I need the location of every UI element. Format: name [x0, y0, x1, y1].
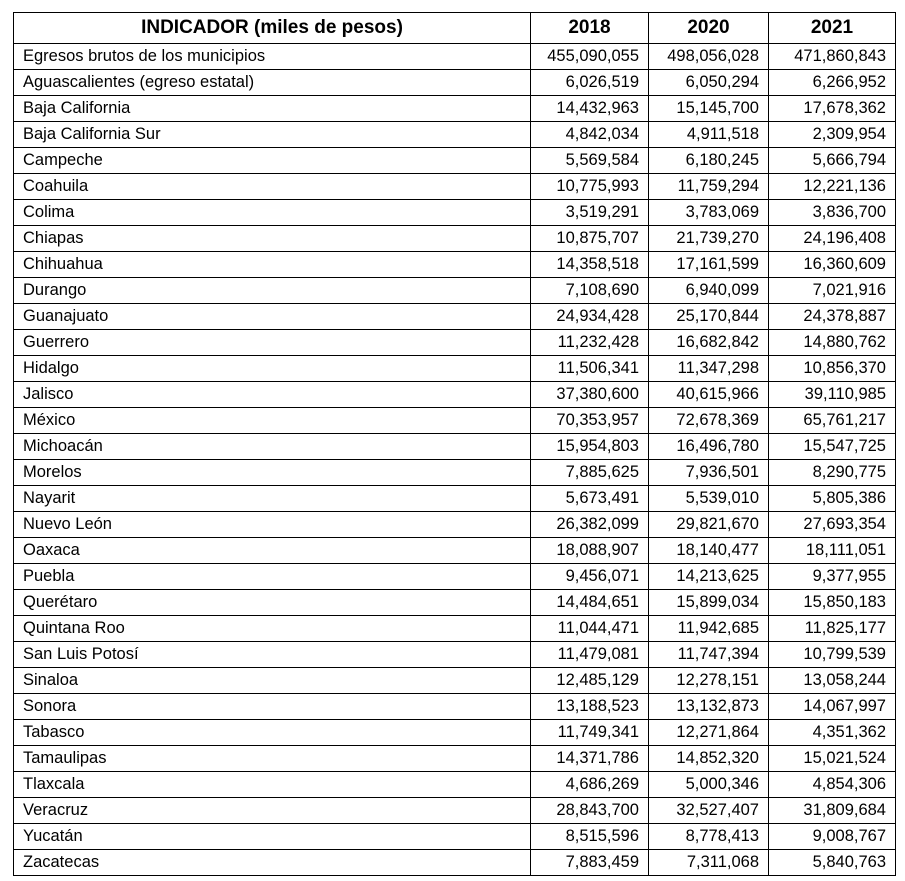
value-cell: 11,232,428	[531, 330, 649, 356]
table-row	[14, 44, 896, 70]
table-row	[14, 616, 896, 642]
row-indicator-label: Oaxaca	[14, 538, 531, 564]
row-indicator-label: Sonora	[14, 694, 531, 720]
row-indicator-label: Egresos brutos de los municipios	[14, 44, 531, 70]
row-indicator-label: Nayarit	[14, 486, 531, 512]
value-cell: 10,856,370	[769, 356, 896, 382]
row-indicator-label: Tlaxcala	[14, 772, 531, 798]
row-indicator-label: Hidalgo	[14, 356, 531, 382]
value-cell: 32,527,407	[649, 798, 769, 824]
value-cell: 7,936,501	[649, 460, 769, 486]
row-indicator-label: Colima	[14, 200, 531, 226]
row-indicator-label: Aguascalientes (egreso estatal)	[14, 70, 531, 96]
row-indicator-label: Sinaloa	[14, 668, 531, 694]
value-cell: 11,044,471	[531, 616, 649, 642]
value-cell: 5,840,763	[769, 850, 896, 876]
table-row	[14, 200, 896, 226]
table-row	[14, 694, 896, 720]
table-row	[14, 226, 896, 252]
value-cell: 10,875,707	[531, 226, 649, 252]
row-indicator-label: Jalisco	[14, 382, 531, 408]
value-cell: 7,883,459	[531, 850, 649, 876]
row-indicator-label: Durango	[14, 278, 531, 304]
value-cell: 12,485,129	[531, 668, 649, 694]
value-cell: 65,761,217	[769, 408, 896, 434]
value-cell: 3,519,291	[531, 200, 649, 226]
column-header-2018: 2018	[531, 13, 649, 44]
value-cell: 11,347,298	[649, 356, 769, 382]
table-row	[14, 486, 896, 512]
row-indicator-label: Coahuila	[14, 174, 531, 200]
value-cell: 18,140,477	[649, 538, 769, 564]
value-cell: 11,749,341	[531, 720, 649, 746]
value-cell: 14,358,518	[531, 252, 649, 278]
value-cell: 24,378,887	[769, 304, 896, 330]
value-cell: 7,108,690	[531, 278, 649, 304]
value-cell: 27,693,354	[769, 512, 896, 538]
value-cell: 6,180,245	[649, 148, 769, 174]
row-indicator-label: Tabasco	[14, 720, 531, 746]
column-header-indicator: INDICADOR (miles de pesos)	[14, 13, 531, 44]
value-cell: 14,484,651	[531, 590, 649, 616]
value-cell: 16,496,780	[649, 434, 769, 460]
table-row	[14, 850, 896, 876]
table-row	[14, 460, 896, 486]
value-cell: 14,213,625	[649, 564, 769, 590]
value-cell: 10,799,539	[769, 642, 896, 668]
value-cell: 16,360,609	[769, 252, 896, 278]
value-cell: 13,058,244	[769, 668, 896, 694]
value-cell: 15,021,524	[769, 746, 896, 772]
value-cell: 5,569,584	[531, 148, 649, 174]
value-cell: 11,759,294	[649, 174, 769, 200]
table-row	[14, 668, 896, 694]
value-cell: 17,678,362	[769, 96, 896, 122]
table-row	[14, 122, 896, 148]
table-body	[14, 44, 896, 876]
table-row	[14, 278, 896, 304]
value-cell: 7,885,625	[531, 460, 649, 486]
column-header-2021: 2021	[769, 13, 896, 44]
value-cell: 15,547,725	[769, 434, 896, 460]
row-indicator-label: Michoacán	[14, 434, 531, 460]
value-cell: 4,686,269	[531, 772, 649, 798]
value-cell: 6,266,952	[769, 70, 896, 96]
value-cell: 8,290,775	[769, 460, 896, 486]
value-cell: 18,111,051	[769, 538, 896, 564]
row-indicator-label: Querétaro	[14, 590, 531, 616]
table-row	[14, 772, 896, 798]
value-cell: 7,021,916	[769, 278, 896, 304]
value-cell: 6,050,294	[649, 70, 769, 96]
value-cell: 24,934,428	[531, 304, 649, 330]
value-cell: 5,539,010	[649, 486, 769, 512]
value-cell: 3,836,700	[769, 200, 896, 226]
table-row	[14, 824, 896, 850]
value-cell: 5,000,346	[649, 772, 769, 798]
row-indicator-label: Chiapas	[14, 226, 531, 252]
column-header-2020: 2020	[649, 13, 769, 44]
value-cell: 13,188,523	[531, 694, 649, 720]
table-row	[14, 408, 896, 434]
value-cell: 15,850,183	[769, 590, 896, 616]
value-cell: 21,739,270	[649, 226, 769, 252]
row-indicator-label: Morelos	[14, 460, 531, 486]
value-cell: 4,351,362	[769, 720, 896, 746]
value-cell: 9,008,767	[769, 824, 896, 850]
value-cell: 471,860,843	[769, 44, 896, 70]
value-cell: 24,196,408	[769, 226, 896, 252]
row-indicator-label: Guerrero	[14, 330, 531, 356]
row-indicator-label: Baja California Sur	[14, 122, 531, 148]
table-row	[14, 434, 896, 460]
value-cell: 31,809,684	[769, 798, 896, 824]
value-cell: 28,843,700	[531, 798, 649, 824]
table-row	[14, 512, 896, 538]
value-cell: 10,775,993	[531, 174, 649, 200]
row-indicator-label: San Luis Potosí	[14, 642, 531, 668]
value-cell: 72,678,369	[649, 408, 769, 434]
table-row	[14, 174, 896, 200]
value-cell: 70,353,957	[531, 408, 649, 434]
value-cell: 14,371,786	[531, 746, 649, 772]
value-cell: 14,067,997	[769, 694, 896, 720]
header-row	[14, 13, 896, 44]
value-cell: 11,506,341	[531, 356, 649, 382]
table-row	[14, 798, 896, 824]
value-cell: 5,805,386	[769, 486, 896, 512]
table-row	[14, 382, 896, 408]
value-cell: 29,821,670	[649, 512, 769, 538]
table-row	[14, 356, 896, 382]
row-indicator-label: Campeche	[14, 148, 531, 174]
value-cell: 4,842,034	[531, 122, 649, 148]
value-cell: 4,854,306	[769, 772, 896, 798]
row-indicator-label: Veracruz	[14, 798, 531, 824]
value-cell: 14,432,963	[531, 96, 649, 122]
row-indicator-label: Nuevo León	[14, 512, 531, 538]
table-row	[14, 148, 896, 174]
value-cell: 15,145,700	[649, 96, 769, 122]
row-indicator-label: Chihuahua	[14, 252, 531, 278]
table-row	[14, 746, 896, 772]
value-cell: 17,161,599	[649, 252, 769, 278]
row-indicator-label: Quintana Roo	[14, 616, 531, 642]
value-cell: 5,673,491	[531, 486, 649, 512]
value-cell: 12,221,136	[769, 174, 896, 200]
value-cell: 11,942,685	[649, 616, 769, 642]
value-cell: 11,479,081	[531, 642, 649, 668]
value-cell: 15,899,034	[649, 590, 769, 616]
table-row	[14, 252, 896, 278]
value-cell: 4,911,518	[649, 122, 769, 148]
row-indicator-label: Zacatecas	[14, 850, 531, 876]
value-cell: 2,309,954	[769, 122, 896, 148]
indicator-table	[13, 12, 896, 876]
value-cell: 11,825,177	[769, 616, 896, 642]
value-cell: 12,271,864	[649, 720, 769, 746]
value-cell: 498,056,028	[649, 44, 769, 70]
indicator-table-container	[13, 12, 896, 876]
table-row	[14, 304, 896, 330]
value-cell: 9,377,955	[769, 564, 896, 590]
value-cell: 26,382,099	[531, 512, 649, 538]
table-row	[14, 642, 896, 668]
row-indicator-label: Tamaulipas	[14, 746, 531, 772]
value-cell: 7,311,068	[649, 850, 769, 876]
value-cell: 14,880,762	[769, 330, 896, 356]
table-row	[14, 70, 896, 96]
value-cell: 3,783,069	[649, 200, 769, 226]
value-cell: 16,682,842	[649, 330, 769, 356]
value-cell: 12,278,151	[649, 668, 769, 694]
table-row	[14, 330, 896, 356]
value-cell: 18,088,907	[531, 538, 649, 564]
value-cell: 37,380,600	[531, 382, 649, 408]
value-cell: 455,090,055	[531, 44, 649, 70]
value-cell: 6,940,099	[649, 278, 769, 304]
value-cell: 39,110,985	[769, 382, 896, 408]
value-cell: 8,515,596	[531, 824, 649, 850]
value-cell: 14,852,320	[649, 746, 769, 772]
row-indicator-label: Yucatán	[14, 824, 531, 850]
table-row	[14, 96, 896, 122]
value-cell: 40,615,966	[649, 382, 769, 408]
table-row	[14, 720, 896, 746]
table-row	[14, 538, 896, 564]
value-cell: 11,747,394	[649, 642, 769, 668]
table-row	[14, 590, 896, 616]
row-indicator-label: Puebla	[14, 564, 531, 590]
value-cell: 15,954,803	[531, 434, 649, 460]
value-cell: 9,456,071	[531, 564, 649, 590]
row-indicator-label: Guanajuato	[14, 304, 531, 330]
value-cell: 5,666,794	[769, 148, 896, 174]
value-cell: 25,170,844	[649, 304, 769, 330]
row-indicator-label: México	[14, 408, 531, 434]
table-row	[14, 564, 896, 590]
value-cell: 8,778,413	[649, 824, 769, 850]
value-cell: 6,026,519	[531, 70, 649, 96]
value-cell: 13,132,873	[649, 694, 769, 720]
row-indicator-label: Baja California	[14, 96, 531, 122]
